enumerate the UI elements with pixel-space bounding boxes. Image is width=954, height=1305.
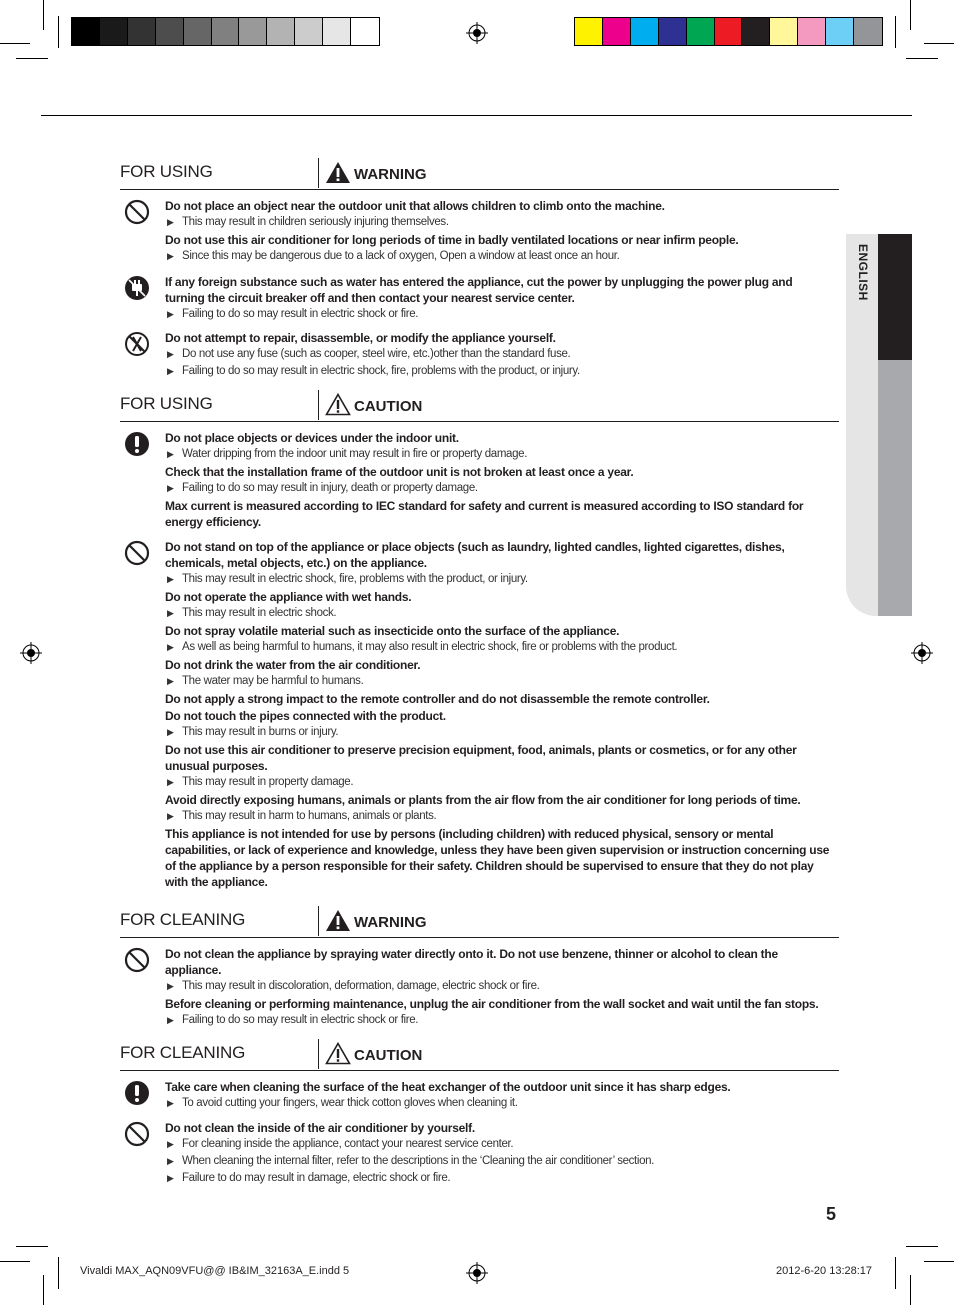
footer-date: 2012-6-20 13:28:17 [776, 1265, 873, 1277]
instruction-heading: If any foreign substance such as water has entered the appliance, cut the power by unplugging the power plug and turning the circuit breaker off and then contact your nearest service center. [165, 275, 793, 305]
section-header [120, 908, 839, 938]
prohibition-icon [124, 199, 150, 225]
section-header [120, 392, 839, 422]
color-bar [574, 17, 883, 46]
crop-mark [906, 58, 938, 59]
section-header [120, 1041, 839, 1071]
registration-mark-icon [466, 1262, 488, 1284]
instruction-heading: Do not touch the pipes connected with the product. [165, 709, 446, 723]
safety-group [165, 1120, 835, 1188]
level-text: CAUTION [354, 1047, 423, 1064]
color-swatch [742, 18, 770, 45]
instruction-heading: Do not stand on top of the appliance or place objects (such as laundry, lighted candles, lighted cigarettes, dishes, chemicals, metal objects, etc.) on the appliance. [165, 540, 785, 570]
registration-mark-icon [466, 22, 488, 44]
crop-mark [895, 1257, 896, 1289]
page-number: 5 [826, 1204, 837, 1224]
registration-mark-icon [911, 642, 933, 664]
instruction-note: ▶ This may result in children seriously injuring themselves. [165, 214, 835, 231]
color-swatch [267, 18, 295, 45]
warning-label [325, 161, 427, 188]
registration-mark-icon [20, 642, 42, 664]
instruction-note: ▶ This may result in electric shock. [165, 605, 835, 622]
crop-mark [0, 1261, 30, 1262]
instruction-note: ▶ This may result in discoloration, deformation, damage, electric shock or fire. [165, 978, 835, 995]
warning-label [325, 909, 427, 936]
instruction-note: ▶ Water dripping from the indoor unit may result in fire or property damage. [165, 446, 835, 463]
color-swatch [212, 18, 240, 45]
instruction-heading: Do not use this air conditioner to preserve precision equipment, food, animals, plants or cosmetics, or for any other unusual purposes. [165, 743, 797, 773]
caution-label [325, 393, 422, 420]
section-title: FOR CLEANING [120, 910, 246, 929]
level-text: WARNING [354, 914, 427, 931]
warning-triangle-icon [325, 161, 351, 188]
safety-group [165, 1079, 835, 1113]
caution-triangle-icon [325, 393, 351, 420]
instruction-heading: Do not use this air conditioner for long periods of time in badly ventilated locations or near infirm people. [165, 233, 739, 247]
level-text: WARNING [354, 166, 427, 183]
section-title: FOR USING [120, 394, 213, 413]
color-swatch [156, 18, 184, 45]
instruction-heading: Max current is measured according to IEC standard for safety and current is measured according to ISO standard for energy efficiency. [165, 499, 804, 529]
crop-mark [43, 0, 44, 30]
section-title: FOR CLEANING [120, 1043, 246, 1062]
caution-triangle-icon [325, 1042, 351, 1069]
instruction-heading: Do not clean the inside of the air conditioner by yourself. [165, 1121, 475, 1135]
color-swatch [575, 18, 603, 45]
instruction-note: ▶ As well as being harmful to humans, it may also result in electric shock, fire or problems with the product. [165, 639, 835, 656]
side-tab-label: ENGLISH [856, 244, 870, 301]
safety-group [165, 539, 835, 891]
no-disassembly-icon [124, 331, 150, 357]
caution-label [325, 1042, 422, 1069]
instruction-heading: Avoid directly exposing humans, animals or plants from the air flow from the air conditioner for long periods of time. [165, 793, 801, 807]
color-swatch [351, 18, 379, 45]
section-divider [318, 1039, 319, 1069]
instruction-heading: Do not place objects or devices under the indoor unit. [165, 431, 459, 445]
side-tab-marker [878, 234, 912, 360]
color-swatch [128, 18, 156, 45]
prohibition-icon [124, 1121, 150, 1147]
crop-mark [924, 43, 954, 44]
instruction-note: ▶ The water may be harmful to humans. [165, 673, 835, 690]
section-header [120, 160, 839, 190]
instruction-heading: Check that the installation frame of the outdoor unit is not broken at least once a year. [165, 465, 634, 479]
safety-group [165, 946, 835, 1030]
color-swatch [715, 18, 743, 45]
mandatory-icon [124, 431, 150, 457]
safety-group [165, 330, 835, 381]
gray-ramp [71, 17, 380, 46]
color-swatch [184, 18, 212, 45]
instruction-note: ▶ Since this may be dangerous due to a lack of oxygen, Open a window at least once an hour. [165, 248, 835, 265]
prohibition-icon [124, 540, 150, 566]
color-swatch [239, 18, 267, 45]
mandatory-icon [124, 1080, 150, 1106]
instruction-heading: Before cleaning or performing maintenance, unplug the air conditioner from the wall socket and wait until the fan stops. [165, 997, 819, 1011]
side-tab-strip [878, 360, 912, 616]
instruction-heading: Take care when cleaning the surface of the heat exchanger of the outdoor unit since it has sharp edges. [165, 1080, 731, 1094]
warning-triangle-icon [325, 909, 351, 936]
instruction-heading: Do not drink the water from the air conditioner. [165, 658, 421, 672]
crop-mark [910, 1275, 911, 1305]
instruction-heading: Do not apply a strong impact to the remote controller and do not disassemble the remote controller. [165, 692, 710, 706]
color-swatch [770, 18, 798, 45]
instruction-note: ▶ This may result in harm to humans, animals or plants. [165, 808, 835, 825]
crop-mark [43, 1275, 44, 1305]
section-divider [318, 158, 319, 188]
crop-mark [16, 1246, 48, 1247]
instruction-note: ▶ Failing to do so may result in electric shock or fire. [165, 306, 835, 323]
prohibition-icon [124, 947, 150, 973]
color-swatch [295, 18, 323, 45]
instruction-heading: Do not attempt to repair, disassemble, or modify the appliance yourself. [165, 331, 556, 345]
crop-mark [0, 43, 30, 44]
instruction-note: ▶ This may result in electric shock, fire, problems with the product, or injury. [165, 571, 835, 588]
color-swatch [854, 18, 882, 45]
level-text: CAUTION [354, 398, 423, 415]
crop-mark [58, 1257, 59, 1289]
color-swatch [687, 18, 715, 45]
instruction-note: ▶ Failing to do so may result in injury, death or property damage. [165, 480, 835, 497]
safety-group [165, 274, 835, 324]
crop-mark [910, 0, 911, 30]
instruction-note: ▶ Failing to do so may result in electric shock or fire. [165, 1012, 835, 1029]
top-rule [41, 115, 912, 116]
instruction-heading: Do not clean the appliance by spraying water directly onto it. Do not use benzene, thinner or alcohol to clean the appliance. [165, 947, 778, 977]
crop-mark [16, 58, 48, 59]
instruction-note: ▶ This may result in burns or injury. [165, 724, 835, 741]
crop-mark [58, 16, 59, 48]
instruction-note: ▶ Failure to do may result in damage, electric shock or fire. [165, 1170, 835, 1187]
crop-mark [906, 1246, 938, 1247]
color-swatch [826, 18, 854, 45]
instruction-note: ▶ When cleaning the internal filter, refer to the descriptions in the ‘Cleaning the air conditioner’ section. [165, 1153, 835, 1170]
crop-mark [924, 1261, 954, 1262]
instruction-heading: Do not place an object near the outdoor unit that allows children to climb onto the machine. [165, 199, 665, 213]
safety-group [165, 430, 835, 531]
instruction-note: ▶ To avoid cutting your fingers, wear thick cotton gloves when cleaning it. [165, 1095, 835, 1112]
color-swatch [659, 18, 687, 45]
section-divider [318, 390, 319, 420]
color-swatch [603, 18, 631, 45]
instruction-heading: Do not operate the appliance with wet hands. [165, 590, 412, 604]
instruction-note: ▶ For cleaning inside the appliance, contact your nearest service center. [165, 1136, 835, 1153]
color-swatch [323, 18, 351, 45]
safety-group [165, 198, 835, 266]
crop-mark [895, 16, 896, 48]
section-divider [318, 906, 319, 936]
color-swatch [100, 18, 128, 45]
instruction-note: ▶ This may result in property damage. [165, 774, 835, 791]
color-swatch [631, 18, 659, 45]
section-title: FOR USING [120, 162, 213, 181]
footer-file: Vivaldi MAX_AQN09VFU@@ IB&IM_32163A_E.indd 5 [80, 1265, 350, 1277]
instruction-note: ▶ Do not use any fuse (such as cooper, steel wire, etc.)other than the standard fuse. [165, 346, 835, 363]
instruction-note: ▶ Failing to do so may result in electric shock, fire, problems with the product, or injury. [165, 363, 835, 380]
unplug-icon [124, 275, 150, 301]
color-swatch [72, 18, 100, 45]
instruction-heading: Do not spray volatile material such as insecticide onto the surface of the appliance. [165, 624, 620, 638]
color-swatch [798, 18, 826, 45]
instruction-heading: This appliance is not intended for use by persons (including children) with reduced physical, sensory or mental capabilities, or lack of experience and knowledge, unless they have been given supervision or instruction concerning use of the appliance by a person responsible for their safety. Children should be supervised to ensure that they do not play with the appliance. [165, 827, 830, 889]
